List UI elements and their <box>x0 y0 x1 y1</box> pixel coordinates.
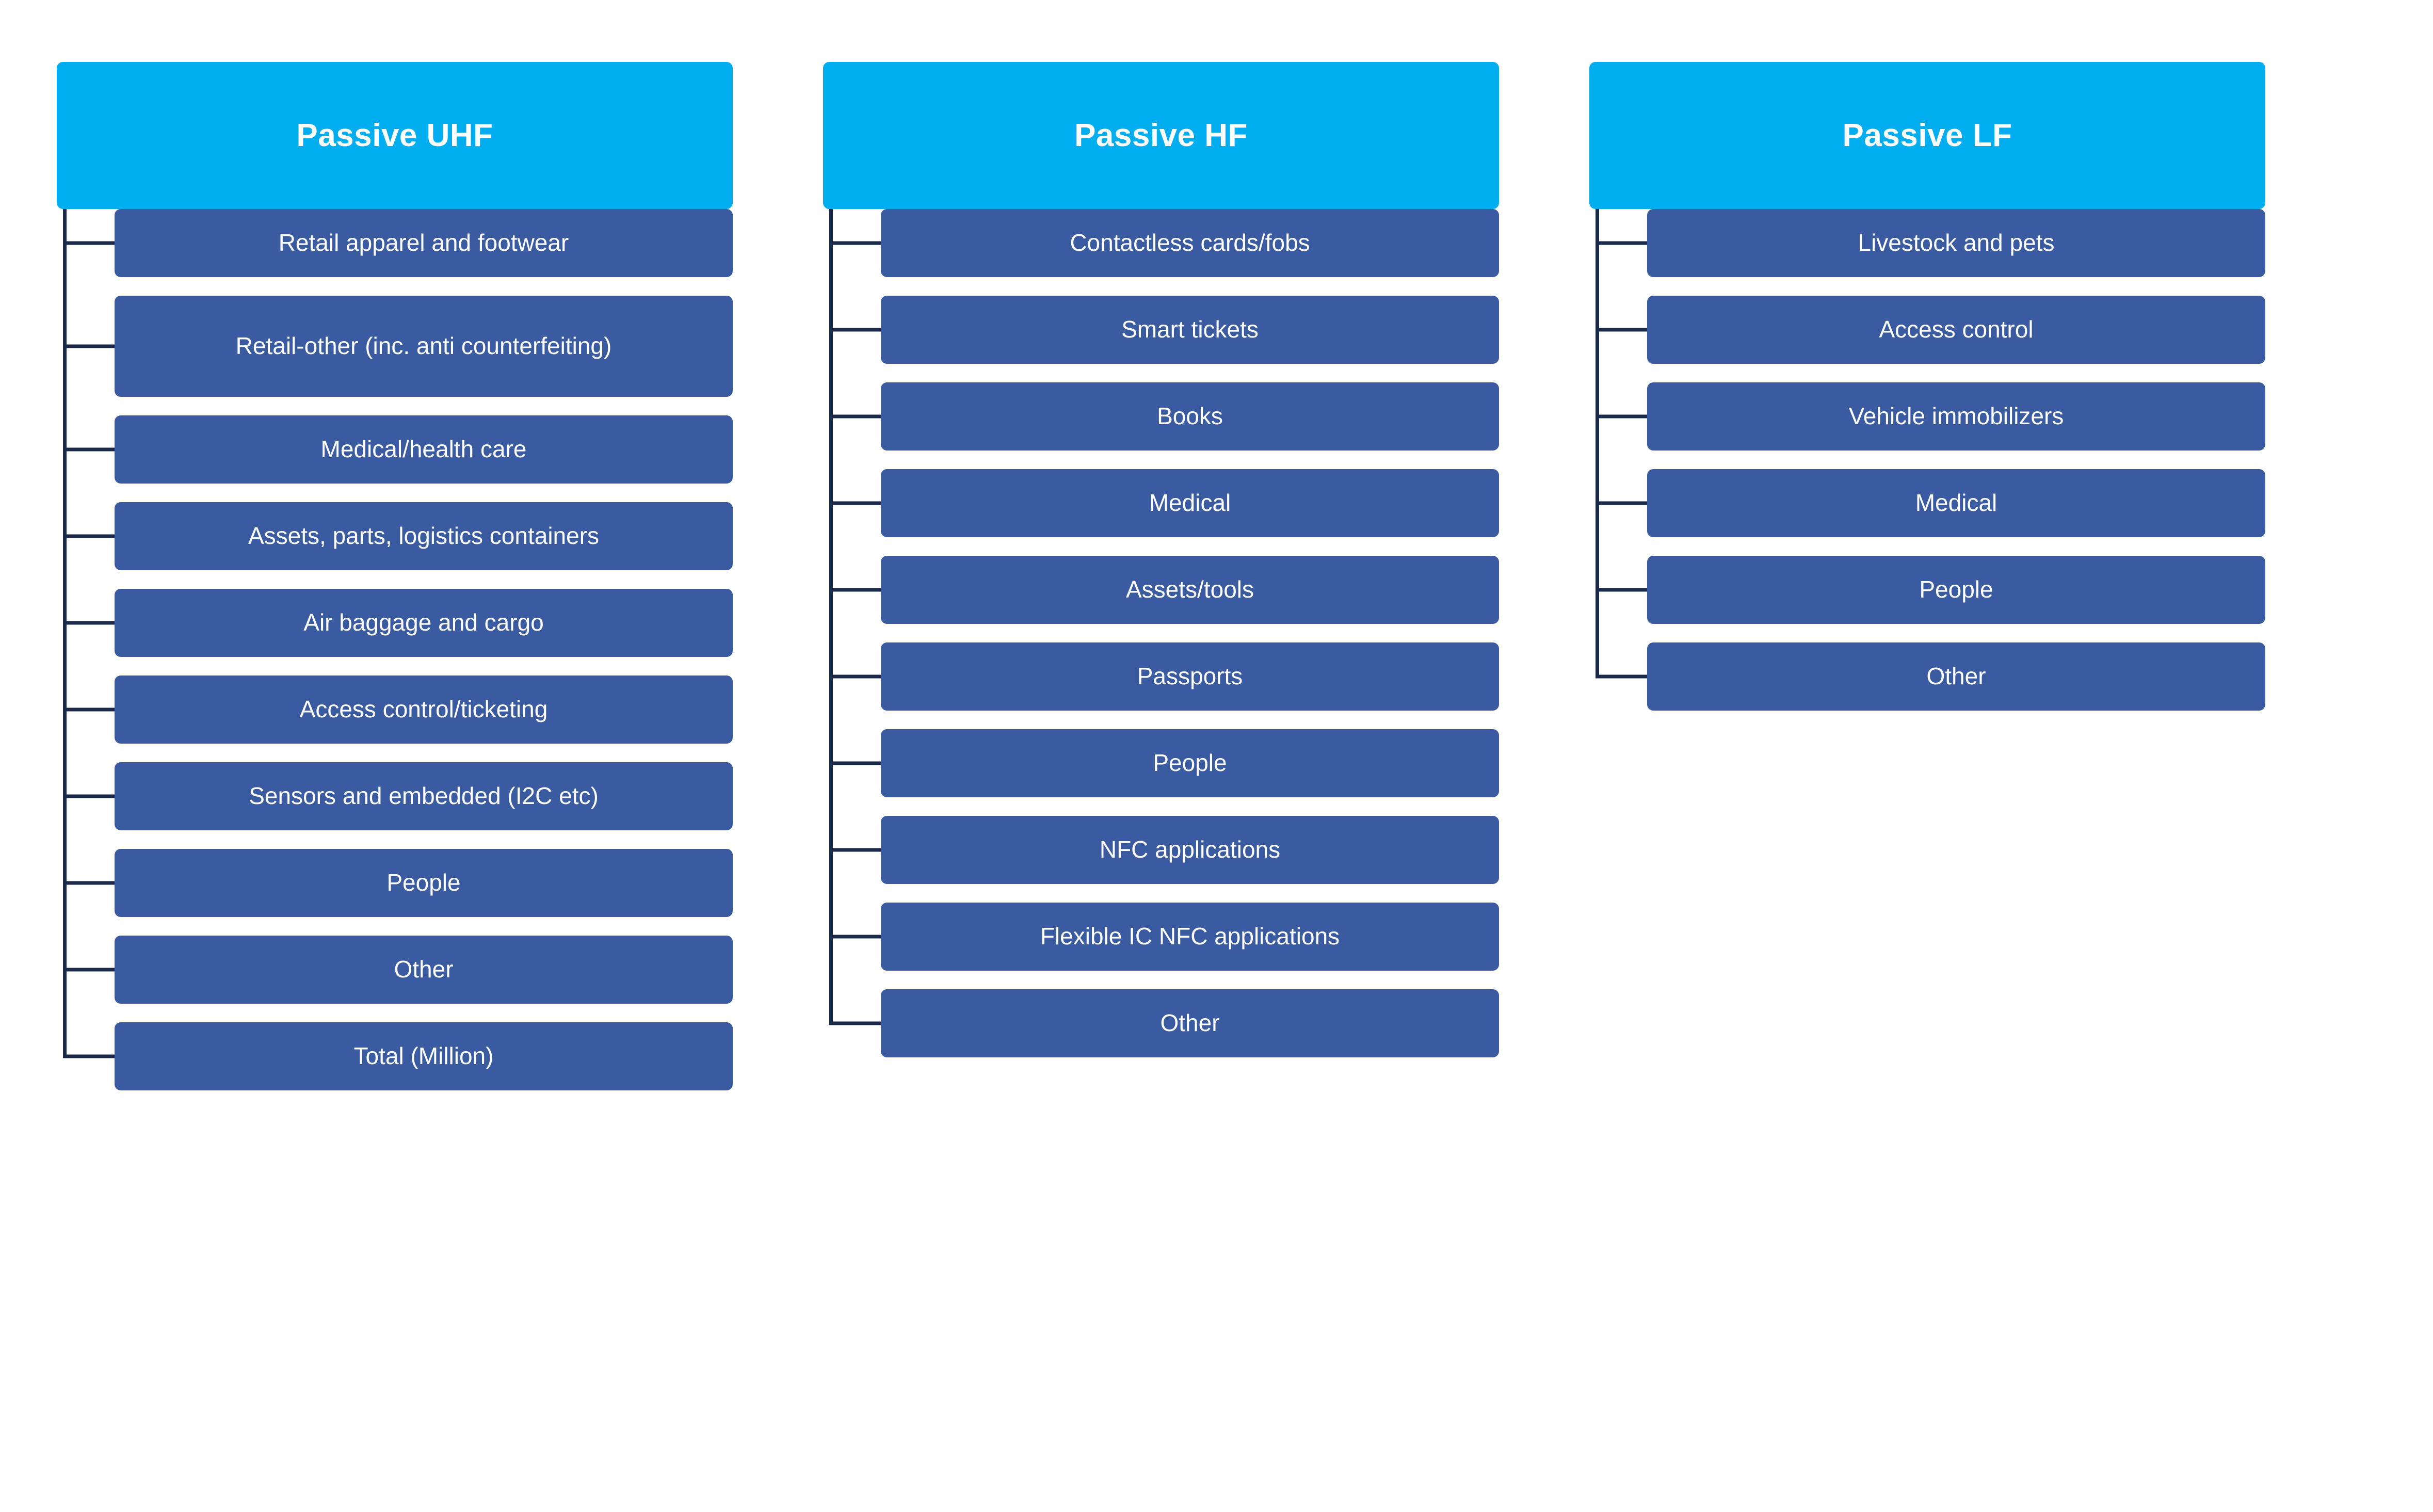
item-label: Medical <box>1647 469 2265 537</box>
list-item[interactable] <box>881 729 1499 797</box>
item-label: Access control/ticketing <box>115 675 733 744</box>
column-body-passive-lf <box>1589 209 2265 711</box>
tree-connector-icon <box>63 242 115 245</box>
item-label: Retail-other (inc. anti counterfeiting) <box>115 296 733 397</box>
list-item[interactable] <box>1647 642 2265 711</box>
tree-connector-icon <box>829 675 881 679</box>
list-item[interactable] <box>115 849 733 917</box>
tree-connector-icon <box>829 242 881 245</box>
list-item[interactable] <box>1647 209 2265 277</box>
item-label: Smart tickets <box>881 296 1499 364</box>
list-item[interactable] <box>1647 296 2265 364</box>
item-label: Books <box>881 382 1499 451</box>
tree-connector-icon <box>829 328 881 332</box>
tree-spine <box>1596 209 1599 677</box>
list-item[interactable] <box>115 1022 733 1090</box>
item-label: Sensors and embedded (I2C etc) <box>115 762 733 830</box>
item-label: Retail apparel and footwear <box>115 209 733 277</box>
item-label: Access control <box>1647 296 2265 364</box>
list-item[interactable] <box>1647 382 2265 451</box>
list-item[interactable] <box>881 642 1499 711</box>
tree-connector-icon <box>63 795 115 798</box>
tree-connector-icon <box>63 708 115 712</box>
column-passive-lf <box>1589 62 2265 711</box>
tree-connector-icon <box>1596 675 1647 679</box>
item-label: Passports <box>881 642 1499 711</box>
item-label: Contactless cards/fobs <box>881 209 1499 277</box>
item-label: People <box>1647 556 2265 624</box>
item-label: Assets/tools <box>881 556 1499 624</box>
item-label: Other <box>115 936 733 1004</box>
list-item[interactable] <box>881 469 1499 537</box>
item-label: Air baggage and cargo <box>115 589 733 657</box>
tree-connector-icon <box>63 621 115 625</box>
item-label: Other <box>1647 642 2265 711</box>
item-label: Livestock and pets <box>1647 209 2265 277</box>
list-item[interactable] <box>115 415 733 484</box>
list-item[interactable] <box>115 209 733 277</box>
tree-connector-icon <box>829 762 881 765</box>
column-body-passive-uhf <box>57 209 733 1090</box>
tree-connector-icon <box>829 588 881 592</box>
tree-connector-icon <box>63 345 115 348</box>
list-item[interactable] <box>115 675 733 744</box>
item-label: People <box>115 849 733 917</box>
item-label: Medical <box>881 469 1499 537</box>
item-label: NFC applications <box>881 816 1499 884</box>
list-item[interactable] <box>881 989 1499 1057</box>
item-label: Medical/health care <box>115 415 733 484</box>
item-label: Flexible IC NFC applications <box>881 903 1499 971</box>
tree-connector-icon <box>63 448 115 452</box>
list-item[interactable] <box>115 502 733 570</box>
column-header-passive-hf: Passive HF <box>823 62 1499 209</box>
tree-connector-icon <box>829 1022 881 1025</box>
list-item[interactable] <box>115 936 733 1004</box>
list-item[interactable] <box>115 589 733 657</box>
tree-connector-icon <box>1596 502 1647 505</box>
list-item[interactable] <box>881 903 1499 971</box>
column-passive-uhf <box>57 62 733 1090</box>
list-item[interactable] <box>1647 556 2265 624</box>
tree-connector-icon <box>63 881 115 885</box>
tree-connector-icon <box>1596 588 1647 592</box>
column-header-passive-lf: Passive LF <box>1589 62 2265 209</box>
list-item[interactable] <box>881 816 1499 884</box>
column-body-passive-hf <box>823 209 1499 1057</box>
item-label: Assets, parts, logistics containers <box>115 502 733 570</box>
tree-connector-icon <box>1596 328 1647 332</box>
list-item[interactable] <box>881 296 1499 364</box>
list-item[interactable] <box>115 296 733 397</box>
item-label: Other <box>881 989 1499 1057</box>
tree-connector-icon <box>63 535 115 538</box>
tree-connector-icon <box>63 1055 115 1058</box>
tree-connector-icon <box>829 935 881 939</box>
column-header-passive-uhf: Passive UHF <box>57 62 733 209</box>
column-passive-hf <box>823 62 1499 1057</box>
item-label: People <box>881 729 1499 797</box>
tree-connector-icon <box>63 968 115 972</box>
item-label: Total (Million) <box>115 1022 733 1090</box>
tree-connector-icon <box>829 848 881 852</box>
tree-connector-icon <box>1596 415 1647 419</box>
tree-spine <box>63 209 67 1056</box>
tree-connector-icon <box>829 415 881 419</box>
list-item[interactable] <box>881 209 1499 277</box>
list-item[interactable] <box>881 382 1499 451</box>
list-item[interactable] <box>881 556 1499 624</box>
tree-connector-icon <box>829 502 881 505</box>
tree-connector-icon <box>1596 242 1647 245</box>
list-item[interactable] <box>1647 469 2265 537</box>
item-label: Vehicle immobilizers <box>1647 382 2265 451</box>
list-item[interactable] <box>115 762 733 830</box>
